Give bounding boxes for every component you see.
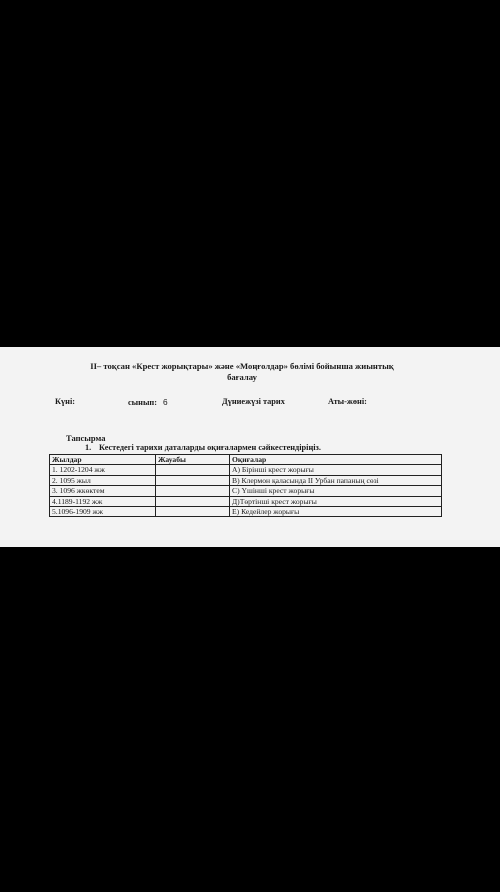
years-cell: 3. 1096 жкөктем xyxy=(50,486,156,496)
years-cell: 2. 1095 жыл xyxy=(50,475,156,485)
answer-cell[interactable] xyxy=(156,496,230,506)
answer-cell[interactable] xyxy=(156,465,230,475)
table-row xyxy=(50,507,442,517)
subject-text: Дүниежүзі тарих xyxy=(222,397,285,406)
table-row xyxy=(50,486,442,496)
instruction-text: Кестедегі тарихи даталарды оқиғалармен сәйкестендіріңіз. xyxy=(99,443,321,452)
event-cell: А) Бірінші крест жорығы xyxy=(230,465,442,475)
header-events: Оқиғалар xyxy=(230,455,442,465)
task-instruction xyxy=(85,443,321,452)
matching-table xyxy=(49,454,442,517)
event-cell: Е) Кедейлер жорығы xyxy=(230,507,442,517)
title-line-2: бағалау xyxy=(227,372,257,382)
years-cell: 1. 1202-1204 жж xyxy=(50,465,156,475)
table-row xyxy=(50,496,442,506)
answer-cell[interactable] xyxy=(156,475,230,485)
worksheet-title xyxy=(82,361,402,383)
years-cell: 4.1189-1192 жж xyxy=(50,496,156,506)
name-label: Аты-жөні: xyxy=(328,397,367,406)
header-years: Жылдар xyxy=(50,455,156,465)
table-header-row xyxy=(50,455,442,465)
title-line-1: II– тоқсан «Крест жорықтары» және «Моңғолдар» бөлімі бойынша жиынтық xyxy=(90,361,394,371)
class-label: сынып: xyxy=(128,398,157,407)
worksheet-paper xyxy=(0,347,500,547)
date-label: Күні: xyxy=(55,397,76,406)
header-answer: Жауабы xyxy=(156,455,230,465)
years-cell: 5.1096-1909 жж xyxy=(50,507,156,517)
event-cell: В) Клермон қаласында II Урбан папаның сөзі xyxy=(230,475,442,485)
table-row xyxy=(50,465,442,475)
event-cell: С) Үшінші крест жорығы xyxy=(230,486,442,496)
name-field xyxy=(328,397,367,406)
task-heading: Тапсырма xyxy=(66,433,106,443)
instruction-number: 1. xyxy=(85,443,92,452)
answer-cell[interactable] xyxy=(156,486,230,496)
event-cell: Д)Төртінші крест жорығы xyxy=(230,496,442,506)
subject-field xyxy=(222,397,285,406)
date-field xyxy=(55,397,75,406)
class-value: 6 xyxy=(162,397,168,407)
class-field xyxy=(128,397,168,407)
table-row xyxy=(50,475,442,485)
answer-cell[interactable] xyxy=(156,507,230,517)
